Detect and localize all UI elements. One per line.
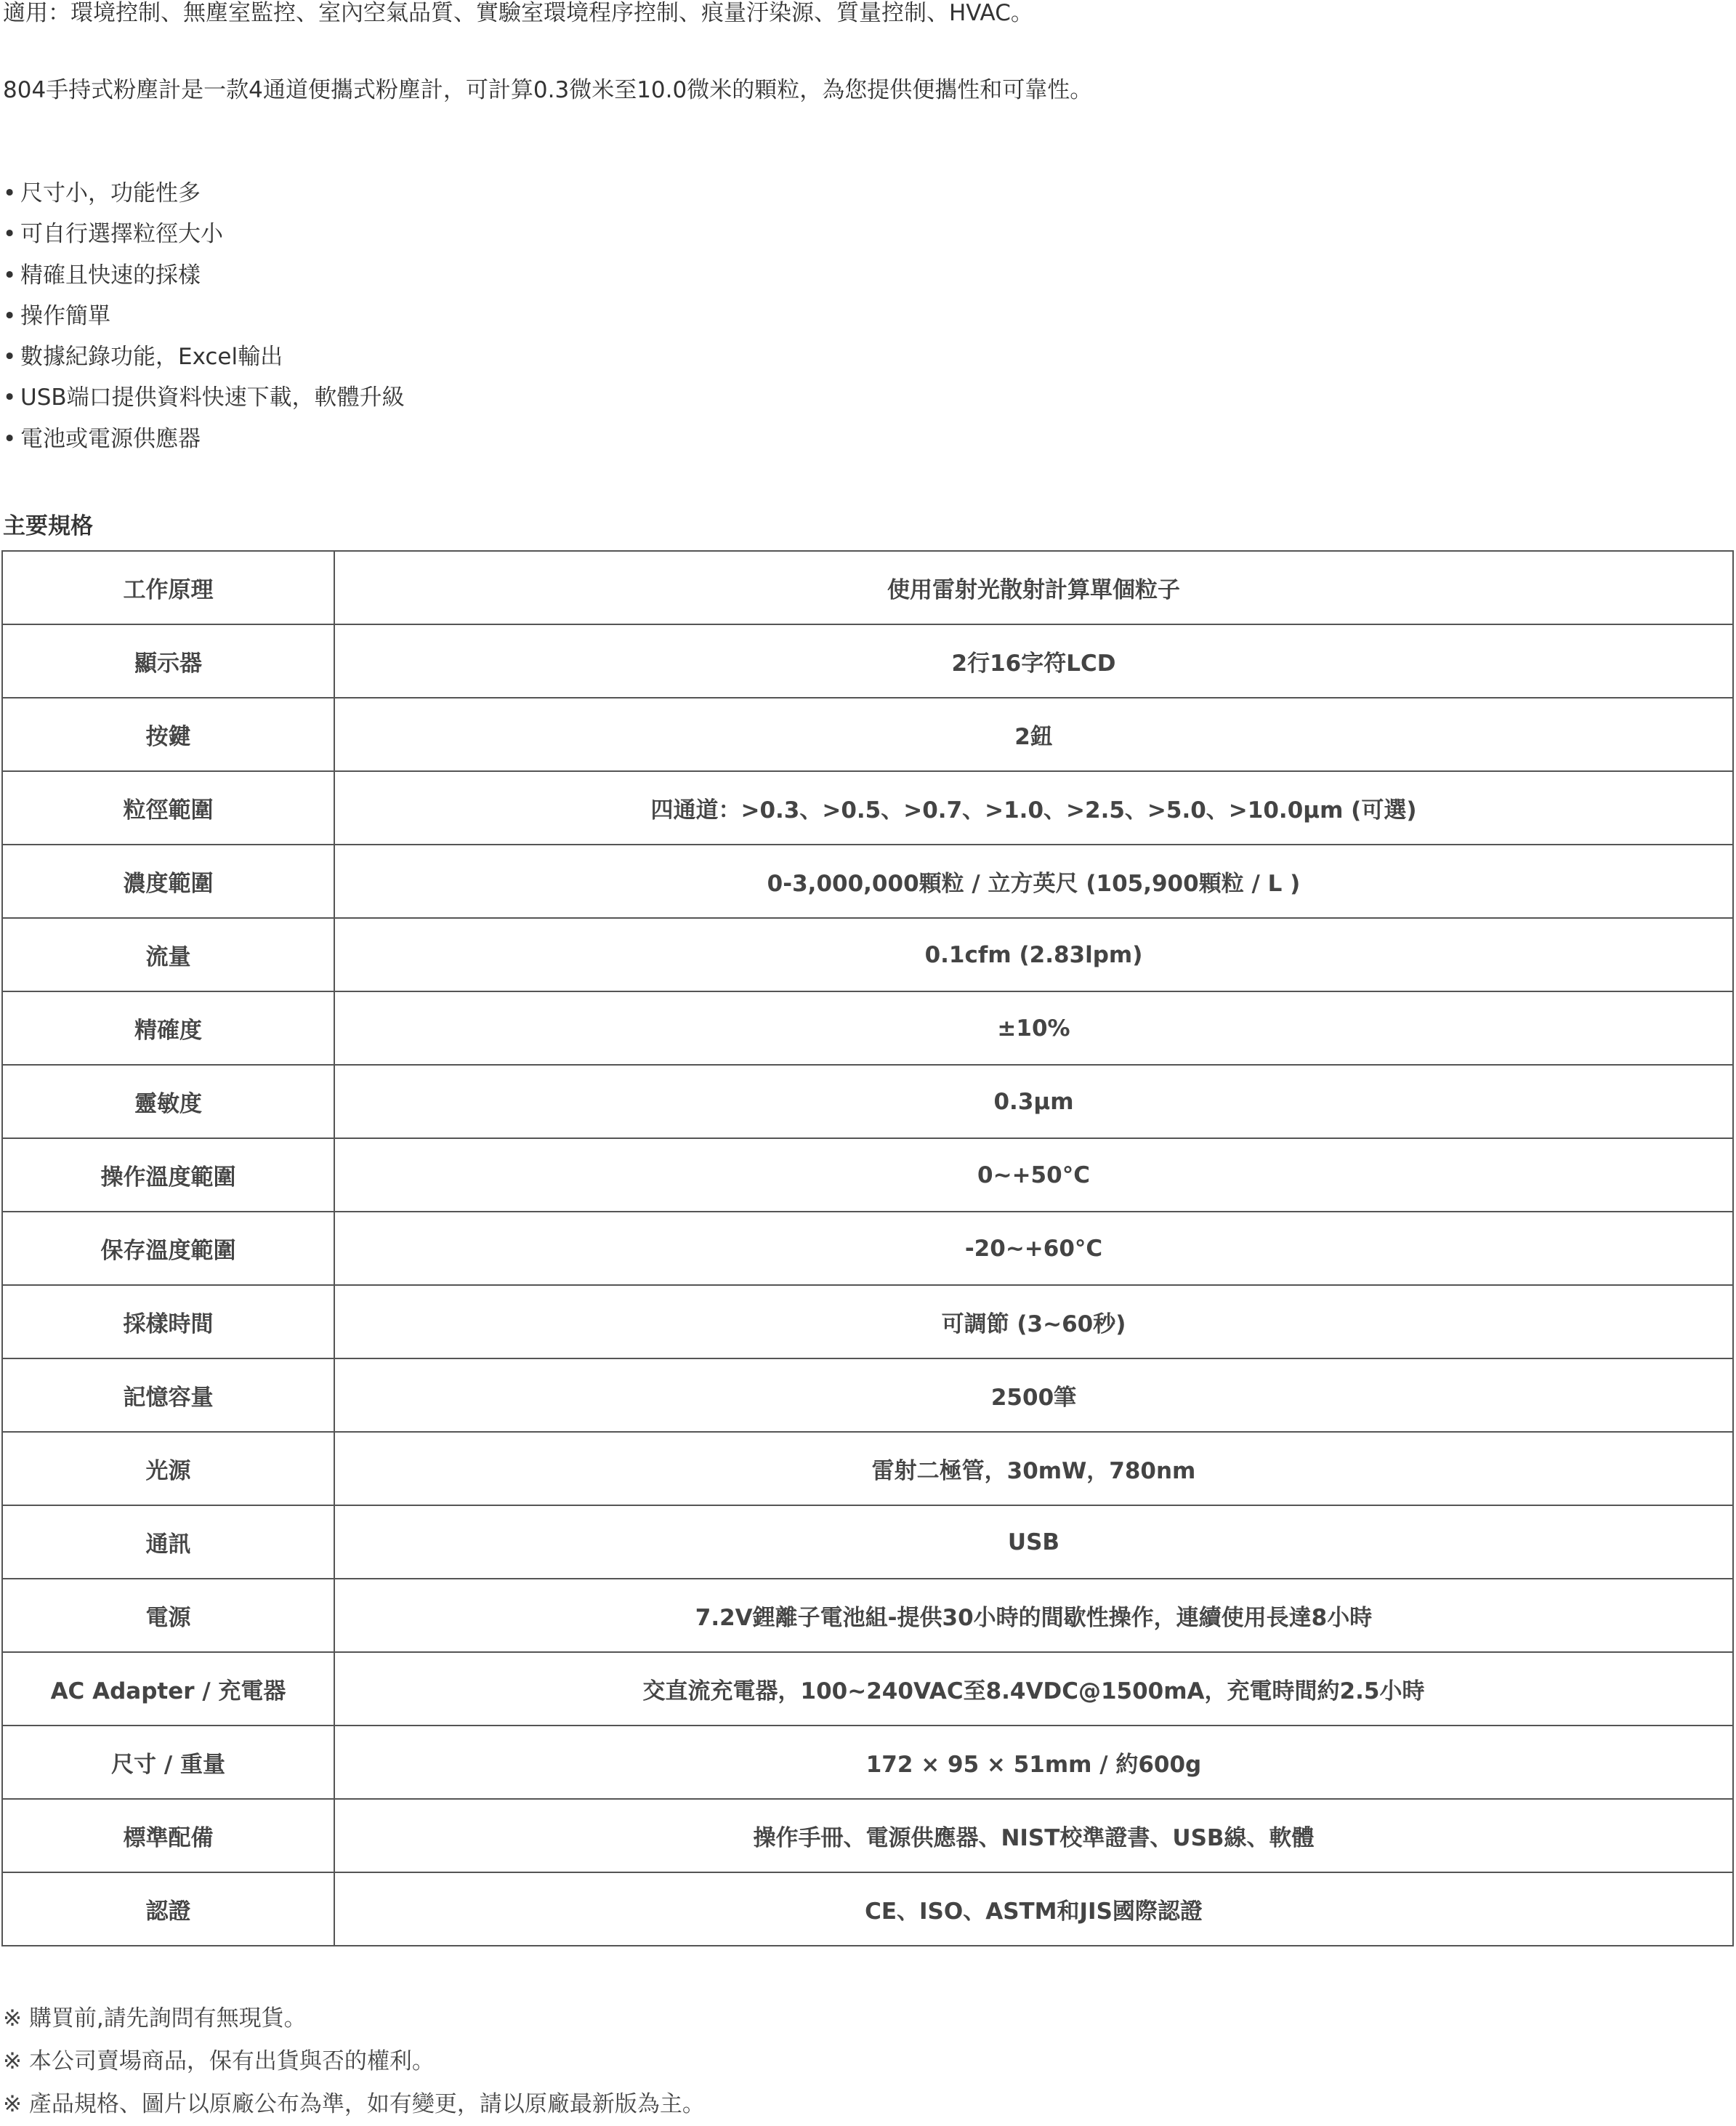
spec-row	[2, 1652, 1733, 1726]
feature-item	[3, 214, 405, 254]
spec-label: 光源	[2, 1432, 334, 1505]
product-description: 804手持式粉塵計是一款4通道便攜式粉塵計，可計算0.3微米至10.0微米的顆粒，為您提供便攜性和可靠性。	[3, 77, 1093, 103]
spec-label: 認證	[2, 1872, 334, 1946]
feature-text: 可自行選擇粒徑大小	[20, 221, 223, 248]
spec-value: 2鈕	[334, 698, 1733, 771]
spec-row	[2, 845, 1733, 918]
feature-text: 數據紀錄功能，Excel輸出	[20, 344, 283, 371]
feature-item	[3, 337, 405, 377]
spec-value: 四通道：>0.3、>0.5、>0.7、>1.0、>2.5、>5.0、>10.0μm (可選)	[334, 771, 1733, 845]
note-item: ※ 產品規格、圖片以原廠公布為準，如有變更，請以原廠最新版為主。	[3, 2091, 705, 2117]
spec-label: 尺寸 / 重量	[2, 1726, 334, 1799]
spec-row	[2, 991, 1733, 1065]
spec-label: 標準配備	[2, 1799, 334, 1872]
spec-value: 2500筆	[334, 1358, 1733, 1432]
bullet-icon: •	[3, 180, 17, 206]
spec-label: 記憶容量	[2, 1358, 334, 1432]
spec-value: 2行16字符LCD	[334, 624, 1733, 698]
spec-label: AC Adapter / 充電器	[2, 1652, 334, 1726]
spec-row	[2, 1065, 1733, 1138]
spec-row	[2, 551, 1733, 624]
spec-row	[2, 1726, 1733, 1799]
spec-label: 按鍵	[2, 698, 334, 771]
spec-row	[2, 1285, 1733, 1358]
spec-row	[2, 1579, 1733, 1652]
spec-row	[2, 1432, 1733, 1505]
spec-value: 172 × 95 × 51mm / 約600g	[334, 1726, 1733, 1799]
spec-value: 交直流充電器，100~240VAC至8.4VDC@1500mA，充電時間約2.5小時	[334, 1652, 1733, 1726]
spec-value: 可調節 (3~60秒)	[334, 1285, 1733, 1358]
spec-row	[2, 698, 1733, 771]
spec-value: 使用雷射光散射計算單個粒子	[334, 551, 1733, 624]
spec-label: 工作原理	[2, 551, 334, 624]
feature-item	[3, 296, 405, 337]
spec-value: 0.1cfm (2.83lpm)	[334, 918, 1733, 991]
spec-label: 濃度範圍	[2, 845, 334, 918]
spec-value: 7.2V鋰離子電池組-提供30小時的間歇性操作，連續使用長達8小時	[334, 1579, 1733, 1652]
feature-text: 電池或電源供應器	[20, 425, 201, 452]
bullet-icon: •	[3, 344, 17, 371]
bullet-icon: •	[3, 425, 17, 452]
spec-value: 雷射二極管，30mW，780nm	[334, 1432, 1733, 1505]
feature-item	[3, 173, 405, 214]
spec-row	[2, 1505, 1733, 1579]
spec-label: 精確度	[2, 991, 334, 1065]
note-item: ※ 購買前,請先詢問有無現貨。	[3, 2005, 307, 2032]
spec-table	[1, 550, 1734, 1946]
spec-label: 流量	[2, 918, 334, 991]
applications-text: 適用：環境控制、無塵室監控、室內空氣品質、實驗室環境程序控制、痕量汙染源、質量控制、HVAC。	[3, 0, 1033, 26]
bullet-icon: •	[3, 384, 17, 411]
spec-label: 靈敏度	[2, 1065, 334, 1138]
feature-list	[3, 173, 405, 459]
feature-text: 尺寸小，功能性多	[20, 180, 201, 206]
feature-item	[3, 255, 405, 296]
spec-row	[2, 1212, 1733, 1285]
spec-value: 0~+50°C	[334, 1138, 1733, 1212]
spec-value: 0-3,000,000顆粒 / 立方英尺 (105,900顆粒 / L )	[334, 845, 1733, 918]
spec-row	[2, 1799, 1733, 1872]
spec-label: 通訊	[2, 1505, 334, 1579]
bullet-icon: •	[3, 262, 17, 289]
feature-text: 精確且快速的採樣	[20, 262, 201, 289]
spec-label: 粒徑範圍	[2, 771, 334, 845]
spec-label: 採樣時間	[2, 1285, 334, 1358]
spec-row	[2, 1872, 1733, 1946]
bullet-icon: •	[3, 302, 17, 329]
spec-label: 顯示器	[2, 624, 334, 698]
spec-value: 操作手冊、電源供應器、NIST校準證書、USB線、軟體	[334, 1799, 1733, 1872]
spec-row	[2, 771, 1733, 845]
spec-row	[2, 1138, 1733, 1212]
spec-row	[2, 918, 1733, 991]
spec-value: USB	[334, 1505, 1733, 1579]
note-item: ※ 本公司賣場商品，保有出貨與否的權利。	[3, 2048, 435, 2074]
spec-label: 操作溫度範圍	[2, 1138, 334, 1212]
feature-text: 操作簡單	[20, 302, 110, 329]
spec-value: 0.3μm	[334, 1065, 1733, 1138]
spec-label: 保存溫度範圍	[2, 1212, 334, 1285]
notes-list	[3, 1997, 705, 2126]
spec-value: -20~+60°C	[334, 1212, 1733, 1285]
spec-row	[2, 1358, 1733, 1432]
spec-row	[2, 624, 1733, 698]
feature-text: USB端口提供資料快速下載，軟體升級	[20, 384, 405, 411]
feature-item	[3, 377, 405, 418]
spec-value: ±10%	[334, 991, 1733, 1065]
bullet-icon: •	[3, 221, 17, 248]
spec-label: 電源	[2, 1579, 334, 1652]
spec-value: CE、ISO、ASTM和JIS國際認證	[334, 1872, 1733, 1946]
feature-item	[3, 419, 405, 459]
spec-heading: 主要規格	[3, 513, 93, 539]
spec-table-body	[2, 551, 1733, 1946]
